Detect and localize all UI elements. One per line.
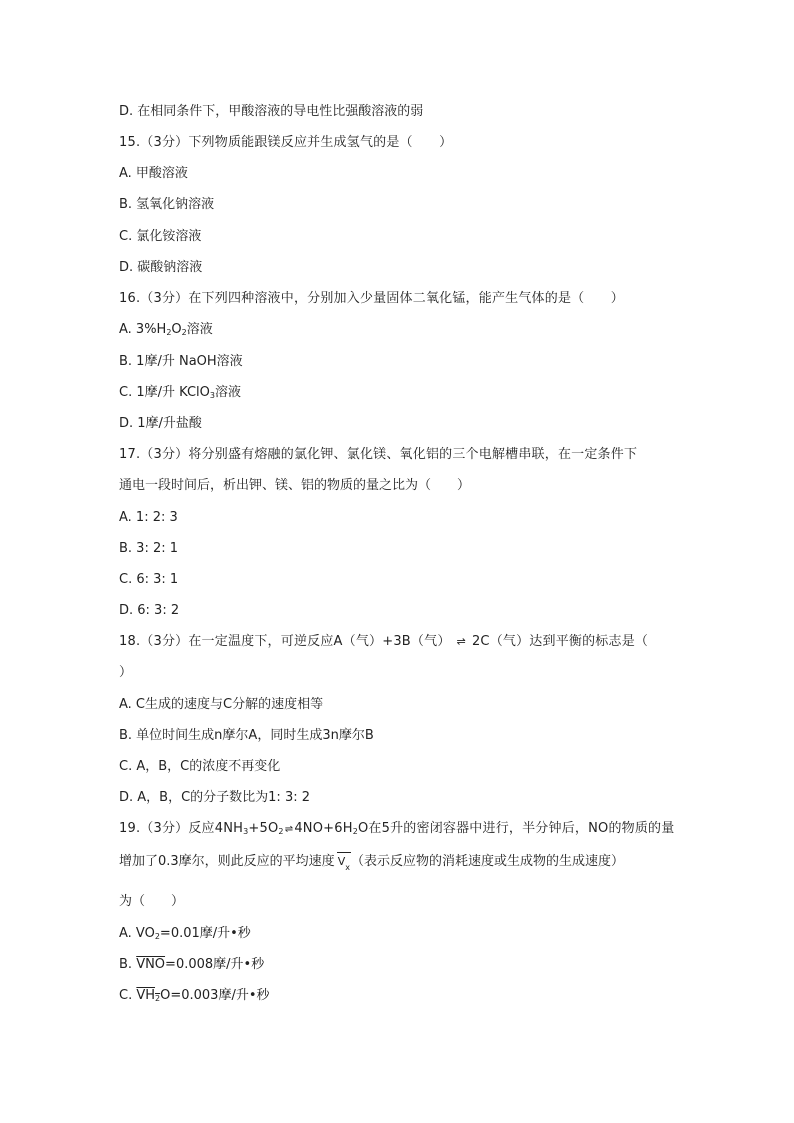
option-16-a	[119, 321, 213, 339]
text: ）	[119, 665, 133, 680]
question-18-line-1	[119, 633, 648, 651]
text: D. 碳酸钠溶液	[119, 260, 203, 275]
option-16-b	[119, 353, 243, 371]
text-part: 溶液	[186, 322, 213, 337]
subscript: 3	[243, 827, 249, 836]
text-part: +5O	[248, 821, 279, 836]
option-17-b	[119, 540, 178, 558]
text: B. 氢氧化钠溶液	[119, 197, 215, 212]
text: B. 1摩/升 NaOH溶液	[119, 354, 243, 369]
option-19-b	[119, 956, 264, 974]
text: B. 3: 2: 1	[119, 541, 179, 556]
equilibrium-arrow-icon: ⇌	[456, 635, 466, 648]
subscript: 2	[278, 827, 284, 836]
v-symbol: V	[337, 855, 346, 868]
text-part: 2C（气）达到平衡的标志是（	[471, 634, 649, 649]
text-part: A. 3%H	[119, 322, 167, 337]
question-19-line-2	[119, 852, 624, 871]
subscript: 2	[352, 827, 358, 836]
text: C. A，B，C的浓度不再变化	[119, 759, 281, 774]
text-part: VH	[136, 988, 156, 1003]
text: D. 在相同条件下，甲酸溶液的导电性比强酸溶液的弱	[119, 104, 424, 119]
option-18-a	[119, 696, 323, 714]
text-part: =0.01摩/升•秒	[159, 926, 251, 941]
option-17-c	[119, 571, 178, 589]
text: D. 1摩/升盐酸	[119, 416, 202, 431]
option-18-b	[119, 727, 374, 745]
text: A. 甲酸溶液	[119, 166, 188, 181]
option-19-a	[119, 925, 251, 943]
text-part: （表示反应物的消耗速度或生成物的生成速度）	[350, 854, 624, 869]
text-part: =0.008摩/升•秒	[165, 957, 265, 972]
subscript: 2	[155, 994, 161, 1003]
text-part: B.	[119, 957, 137, 972]
question-18-line-2	[119, 664, 132, 682]
subscript: 2	[166, 328, 172, 337]
option-17-d	[119, 602, 179, 620]
equilibrium-arrow-icon: ⇌	[284, 824, 294, 835]
option-18-c	[119, 758, 280, 776]
text-part: O在5升的密闭容器中进行，半分钟后，NO的物质的量	[357, 821, 675, 836]
subscript: x	[345, 863, 350, 872]
text: 16.（3分）在下列四种溶液中，分别加入少量固体二氧化锰，能产生气体的是（ ）	[119, 291, 624, 306]
text-part: A. VO	[119, 926, 155, 941]
text: D. A，B，C的分子数比为1: 3: 2	[119, 790, 311, 805]
text-part: 18.（3分）在一定温度下，可逆反应A（气）+3B（气）	[119, 634, 451, 649]
text: C. 6: 3: 1	[119, 572, 179, 587]
text: B. 单位时间生成n摩尔A，同时生成3n摩尔B	[119, 728, 374, 743]
text: 15.（3分）下列物质能跟镁反应并生成氢气的是（ ）	[119, 135, 453, 150]
option-16-c	[119, 384, 241, 402]
option-16-d	[119, 415, 202, 433]
text-part: C.	[119, 988, 137, 1003]
text: 为（ ）	[119, 894, 185, 909]
option-18-d	[119, 789, 310, 807]
subscript: 3	[209, 391, 215, 400]
option-15-d	[119, 259, 202, 277]
option-17-a	[119, 509, 178, 527]
line-option-d-14	[119, 103, 423, 121]
text: 通电一段时间后，析出钾、镁、铝的物质的量之比为（ ）	[119, 478, 471, 493]
text-part: O=0.003摩/升•秒	[160, 988, 270, 1003]
option-15-a	[119, 165, 188, 183]
question-16	[119, 290, 624, 308]
question-17-line-2	[119, 477, 470, 495]
text: A. C生成的速度与C分解的速度相等	[119, 697, 324, 712]
text: 17.（3分）将分别盛有熔融的氯化钾、氯化镁、氧化铝的三个电解槽串联，在一定条件下	[119, 447, 638, 462]
question-19-line-3	[119, 893, 184, 911]
question-15	[119, 134, 452, 152]
text-part: 19.（3分）反应4NH	[119, 821, 244, 836]
text-part: O	[171, 322, 182, 337]
text: C. 氯化铵溶液	[119, 229, 202, 244]
text: A. 1: 2: 3	[119, 510, 178, 525]
option-15-b	[119, 196, 214, 214]
overlined-text	[136, 988, 160, 1003]
subscript: 2	[154, 932, 160, 941]
text-part: 溶液	[214, 385, 241, 400]
option-15-c	[119, 228, 201, 246]
text: D. 6: 3: 2	[119, 603, 180, 618]
question-17-line-1	[119, 446, 637, 464]
overlined-text: $\overline{VNO}$	[136, 957, 166, 972]
text-part: 增加了0.3摩尔，则此反应的平均速度	[119, 854, 335, 869]
text-part: 4NO+6H	[294, 821, 353, 836]
text-part: C. 1摩/升 KClO	[119, 385, 210, 400]
subscript: 2	[181, 328, 187, 337]
average-velocity-symbol	[337, 852, 351, 871]
option-19-c	[119, 987, 270, 1005]
question-19-line-1	[119, 820, 674, 839]
